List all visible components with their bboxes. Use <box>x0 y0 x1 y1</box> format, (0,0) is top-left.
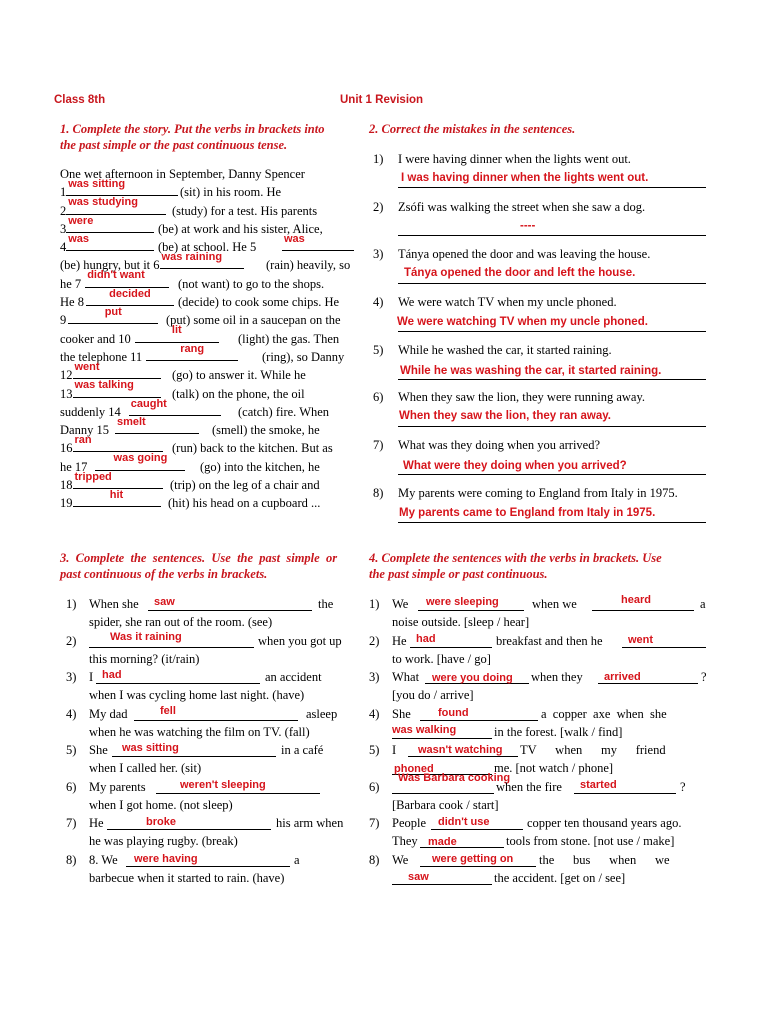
story-text: he 17 <box>60 459 88 474</box>
story-text: (light) the gas. Then <box>238 331 340 346</box>
item-text: My dad <box>89 707 128 721</box>
item-text: this morning? (it/rain) <box>89 652 200 666</box>
answer-blank[interactable] <box>148 610 312 611</box>
answer-text: were you doing <box>432 672 513 684</box>
answer-text: arrived <box>604 671 641 683</box>
item-text: a <box>700 597 706 611</box>
gap-number: 9 <box>60 313 67 328</box>
story-line: One wet afternoon in September, Danny Spencer <box>60 167 305 181</box>
ex1-title-line1: 1. Complete the story. Put the verbs in brackets into <box>60 122 325 136</box>
answer-text: smelt <box>116 415 146 428</box>
answer-line[interactable] <box>398 379 706 380</box>
gap-number: 2 <box>60 203 67 218</box>
item-text: his arm when <box>276 816 344 830</box>
item-text: when they <box>531 670 583 684</box>
story-text: (not want) to go to the shops. <box>178 276 325 291</box>
item-number: 3) <box>66 670 77 684</box>
answer-text: decided <box>109 287 151 300</box>
gap-number: 18 <box>60 478 73 493</box>
item-correction: Tánya opened the door and left the house. <box>404 267 636 279</box>
answer-text: saw <box>154 596 175 608</box>
item-number: 6) <box>369 780 380 794</box>
story-text: (go) into the kitchen, he <box>200 459 320 474</box>
answer-text: fell <box>160 705 176 717</box>
answer-text: were having <box>134 853 198 865</box>
item-text: noise outside. [sleep / hear] <box>392 615 530 629</box>
answer-blank[interactable] <box>392 793 494 794</box>
item-number: 8) <box>373 486 384 500</box>
item-text: a <box>294 853 300 867</box>
item-text: when I got home. (not sleep) <box>89 798 233 812</box>
answer-blank[interactable] <box>96 683 260 684</box>
story-text: the telephone 11 <box>60 349 143 364</box>
item-text: asleep <box>306 707 338 721</box>
story-text: (run) back to the kitchen. But as <box>172 441 333 456</box>
answer-blank[interactable] <box>622 647 706 648</box>
story-line <box>60 397 356 421</box>
item-sentence: What was they doing when you arrived? <box>398 438 601 452</box>
ex3-title <box>60 550 360 582</box>
item-text: copper ten thousand years ago. <box>527 816 682 830</box>
item-number: 5) <box>369 743 380 757</box>
story-text: cooker and 10 <box>60 331 131 346</box>
item-text: We <box>392 597 409 611</box>
gap-number: 4 <box>60 240 67 255</box>
item-text: the bus when we <box>539 853 670 867</box>
answer-blank[interactable] <box>574 793 676 794</box>
class-label: Class 8th <box>54 94 106 106</box>
item-sentence: Zsófi was walking the street when she saw a dog. <box>398 200 646 214</box>
story-text: (ring), so Danny <box>262 349 345 364</box>
answer-text: made <box>428 836 457 848</box>
story-text: (sit) in his room. He <box>180 185 282 200</box>
gap-number: 12 <box>60 368 73 383</box>
answer-text: wasn't watching <box>418 744 503 756</box>
answer-text: caught <box>130 397 167 410</box>
item-text: in a café <box>281 743 324 757</box>
story-text: (be) at school. He 5 <box>158 240 257 255</box>
answer-line[interactable] <box>398 187 706 188</box>
answer-text: heard <box>621 594 651 606</box>
item-text: tools from stone. [not use / make] <box>506 834 675 848</box>
answer-blank[interactable] <box>156 793 320 794</box>
answer-blank[interactable] <box>134 720 298 721</box>
item-number: 6) <box>66 780 77 794</box>
item-text: me. [not watch / phone] <box>494 761 614 775</box>
answer-text: put <box>104 306 122 319</box>
gap-number: 3 <box>60 221 67 236</box>
story-text: suddenly 14 <box>60 404 121 419</box>
item-sentence: While he washed the car, it started raining. <box>398 343 612 357</box>
answer-text: were <box>68 214 94 227</box>
answer-blank[interactable] <box>112 756 276 757</box>
story-text: (trip) on the leg of a chair and <box>170 478 320 493</box>
item-text: [you do / arrive] <box>392 688 474 702</box>
story-text: Danny 15 <box>60 423 109 438</box>
story-text: he 7 <box>60 276 82 291</box>
item-correction: I was having dinner when the lights went out. <box>401 172 649 184</box>
item-correction: When they saw the lion, they ran away. <box>399 410 611 422</box>
answer-line[interactable] <box>398 235 706 236</box>
item-text: in the forest. [walk / find] <box>494 725 623 739</box>
story-text: (talk) on the phone, the oil <box>172 386 305 401</box>
item-number: 4) <box>66 707 77 721</box>
item-number: 5) <box>373 343 384 357</box>
item-number: 3) <box>369 670 380 684</box>
item-text: I <box>392 743 397 757</box>
item-text: People <box>392 816 427 830</box>
item-number: 2) <box>66 634 77 648</box>
answer-text: was sitting <box>122 742 179 754</box>
story-text: (be) hungry, but it 6 <box>60 258 160 273</box>
story-text: (hit) his head on a cupboard ... <box>168 496 321 511</box>
answer-text: had <box>416 633 436 645</box>
item-text: When she <box>89 597 139 611</box>
item-text: breakfast and then he <box>496 634 603 648</box>
answer-text: didn't want <box>87 269 145 282</box>
item-correction: While he was washing the car, it started raining. <box>400 365 662 377</box>
answer-text: tripped <box>74 470 112 483</box>
item-text: He <box>392 634 407 648</box>
answer-blank[interactable] <box>431 829 523 830</box>
answer-line[interactable] <box>398 522 706 523</box>
item-number: 7) <box>66 816 77 830</box>
story-text: (decide) to cook some chips. He <box>178 295 340 310</box>
item-text: when I called her. (sit) <box>89 761 202 775</box>
story-text: (go) to answer it. While he <box>172 368 306 383</box>
ex1-story <box>60 165 356 513</box>
answer-text: broke <box>146 816 176 828</box>
item-text: spider, she ran out of the room. (see) <box>89 615 273 629</box>
answer-blank[interactable] <box>282 232 354 251</box>
item-text: ? <box>701 670 707 684</box>
item-text: [Barbara cook / start] <box>392 798 499 812</box>
story-text: (study) for a test. His parents <box>172 203 318 218</box>
answer-text: didn't use <box>438 816 490 828</box>
story-text: He 8 <box>60 295 84 310</box>
answer-text: phoned <box>394 763 434 775</box>
item-number: 1) <box>369 597 380 611</box>
gap-number: 13 <box>60 386 73 401</box>
item-text: TV when my friend <box>520 743 666 757</box>
answer-blank[interactable] <box>420 866 536 867</box>
answer-text: weren't sleeping <box>180 779 266 791</box>
ex4-title-line2: the past simple or past continuous. <box>369 567 548 581</box>
item-text: when I was cycling home last night. (have) <box>89 688 305 702</box>
item-text: He <box>89 816 104 830</box>
story-text: (smell) the smoke, he <box>212 423 320 438</box>
gap-number: 19 <box>60 496 73 511</box>
answer-line[interactable] <box>398 331 706 332</box>
answer-text: was walking <box>392 724 457 736</box>
answer-line[interactable] <box>398 474 706 475</box>
story-text: (put) some oil in a saucepan on the <box>166 313 341 328</box>
answer-text: was studying <box>68 196 138 209</box>
item-text: when you got up <box>258 634 342 648</box>
answer-blank[interactable] <box>392 884 492 885</box>
ex4-title <box>369 550 714 582</box>
item-sentence: My parents were coming to England from Italy in 1975. <box>398 486 678 500</box>
item-text: the <box>318 597 334 611</box>
item-correction: My parents came to England from Italy in 1975. <box>399 507 656 519</box>
ex1-title <box>60 121 360 153</box>
answer-text: was <box>68 232 90 245</box>
item-correction: We were watching TV when my uncle phoned. <box>397 316 648 328</box>
item-number: 3) <box>373 247 384 261</box>
answer-text: went <box>628 634 654 646</box>
answer-blank[interactable] <box>408 756 518 757</box>
answer-blank[interactable] <box>89 647 254 648</box>
story-text: (be) at work and his sister, Alice, <box>158 221 323 236</box>
item-text: when the fire <box>496 780 562 794</box>
answer-text: was talking <box>74 379 134 392</box>
item-number: 5) <box>66 743 77 757</box>
answer-blank[interactable] <box>107 829 271 830</box>
answer-text: was sitting <box>68 178 126 190</box>
answer-blank[interactable] <box>160 251 244 269</box>
item-text: ? <box>680 780 686 794</box>
item-text: They <box>392 834 418 848</box>
answer-text: found <box>438 707 469 719</box>
ex3-title-line2: past continuous of the verbs in brackets. <box>60 567 268 581</box>
answer-blank[interactable] <box>392 738 492 739</box>
item-sentence: I were having dinner when the lights went out. <box>398 152 631 166</box>
ex4-title-line1: 4. Complete the sentences with the verbs in brackets. Use <box>369 551 662 565</box>
story-line <box>60 489 356 512</box>
answer-text: ran <box>74 434 92 447</box>
answer-blank[interactable] <box>66 232 154 251</box>
item-text: She <box>392 707 411 721</box>
gap-number: 1 <box>60 185 67 200</box>
item-text: when he was watching the film on TV. (fall) <box>89 725 310 739</box>
answer-blank[interactable] <box>418 610 524 611</box>
answer-text: had <box>102 669 122 681</box>
item-number: 6) <box>373 390 384 404</box>
answer-blank[interactable] <box>126 866 290 867</box>
unit-title: Unit 1 Revision <box>340 94 424 106</box>
item-number: 1) <box>373 152 384 166</box>
item-sentence: When they saw the lion, they were running away. <box>398 390 646 404</box>
item-text: What <box>392 670 420 684</box>
item-correction: ---- <box>520 220 536 232</box>
item-text: My parents <box>89 780 146 794</box>
item-number: 1) <box>66 597 77 611</box>
item-correction: What were they doing when you arrived? <box>403 460 627 472</box>
story-text: (rain) heavily, so <box>266 258 351 273</box>
answer-line[interactable] <box>398 426 706 427</box>
answer-text: saw <box>408 871 429 883</box>
item-number: 8) <box>66 853 77 867</box>
item-sentence: We were watch TV when my uncle phoned. <box>398 295 617 309</box>
item-text: the accident. [get on / see] <box>494 871 626 885</box>
item-number: 4) <box>369 707 380 721</box>
answer-text: was <box>284 232 305 245</box>
answer-blank[interactable] <box>420 720 538 721</box>
answer-text: started <box>580 779 617 791</box>
item-text: a copper axe when she <box>541 707 667 721</box>
item-number: 2) <box>373 200 384 214</box>
answer-line[interactable] <box>398 283 706 284</box>
item-text: an accident <box>265 670 322 684</box>
answer-text: Was Barbara cooking <box>398 772 511 784</box>
item-text: She <box>89 743 108 757</box>
item-text: he was playing rugby. (break) <box>89 834 238 848</box>
item-number: 8) <box>369 853 380 867</box>
answer-text: were getting on <box>432 853 514 865</box>
item-number: 7) <box>369 816 380 830</box>
answer-text: were sleeping <box>426 596 499 608</box>
ex1-title-line2: the past simple or the past continuous tense. <box>60 138 288 152</box>
item-text: I <box>89 670 94 684</box>
answer-text: hit <box>109 489 124 502</box>
answer-text: rang <box>180 342 205 355</box>
item-number: 2) <box>369 634 380 648</box>
answer-text: Was it raining <box>110 631 182 643</box>
item-text: to work. [have / go] <box>392 652 491 666</box>
answer-blank[interactable] <box>598 683 698 684</box>
answer-blank[interactable] <box>410 647 492 648</box>
answer-text: went <box>74 360 100 373</box>
item-text: when we <box>532 597 577 611</box>
item-text: barbecue when it started to rain. (have) <box>89 871 285 885</box>
answer-text: lit <box>171 324 182 337</box>
item-text: 8. We <box>89 853 118 867</box>
item-number: 7) <box>373 438 384 452</box>
story-text: (catch) fire. When <box>238 404 330 419</box>
answer-blank[interactable] <box>592 610 694 611</box>
gap-number: 16 <box>60 441 73 456</box>
answer-blank[interactable] <box>73 489 161 507</box>
answer-text: was raining <box>161 251 223 264</box>
ex2-title: 2. Correct the mistakes in the sentences. <box>369 122 576 136</box>
item-number: 4) <box>373 295 384 309</box>
item-text: We <box>392 853 409 867</box>
ex3-title-line1: 3. Complete the sentences. Use the past simple or <box>60 551 338 565</box>
answer-text: was going <box>113 452 168 465</box>
item-sentence: Tánya opened the door and was leaving the house. <box>398 247 651 261</box>
